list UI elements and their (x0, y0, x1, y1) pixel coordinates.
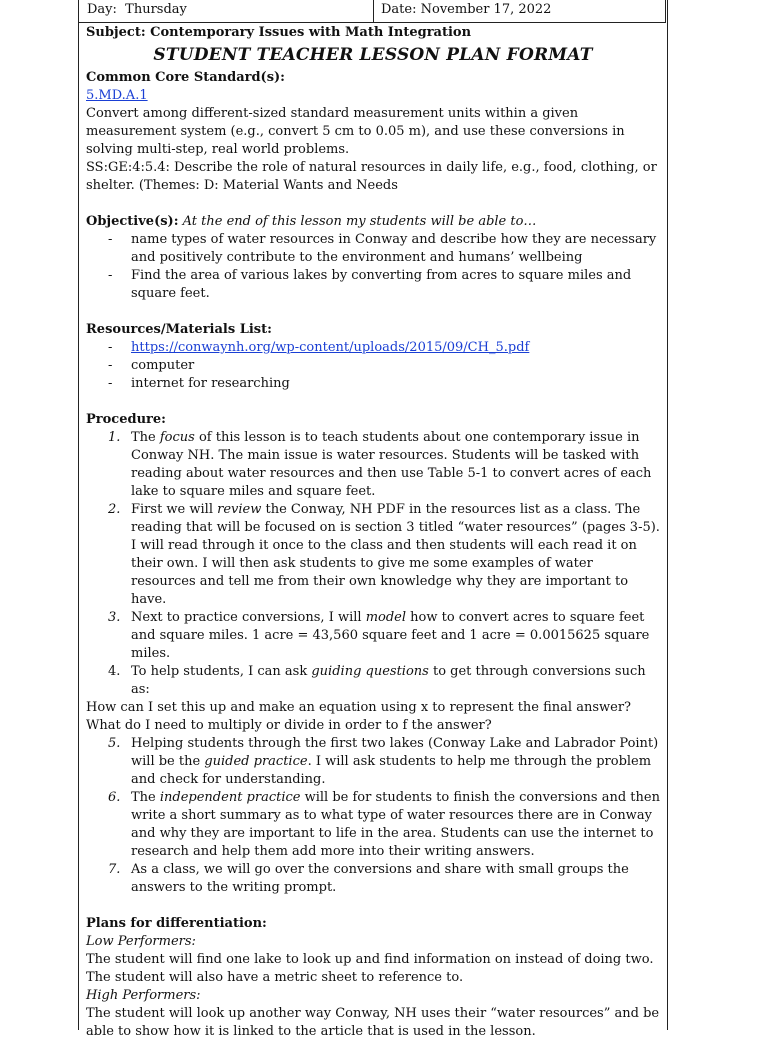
day-label: Day: (87, 2, 117, 17)
low-performers-text-2: The student will also have a metric sheet to reference to. (86, 970, 464, 985)
resource-pdf-link[interactable]: https://conwaynh.org/wp-content/uploads/2015/09/CH_5.pdf (131, 340, 530, 355)
objectives-list (86, 231, 660, 303)
high-performers-label: High Performers: (86, 988, 201, 1003)
procedure-step: 2. First we will review the Conway, NH PDF in the resources list as a class. The reading that will be focused on is section 3 titled “water resources” (pages 3-5). I will read through it once to the class and then students will each read it on their own. I will then ask students to give me some examples of water resources and tell me from their own knowledge why they are important to have. (108, 502, 660, 607)
list-item: - Find the area of various lakes by converting from acres to square miles and square feet. (86, 267, 660, 303)
day-value: Thursday (125, 2, 187, 17)
procedure-step: 3. Next to practice conversions, I will model how to convert acres to square feet and square miles. 1 acre = 43,560 square feet and 1 acre = 0.0015625 square miles. (108, 610, 650, 661)
lesson-plan-content (86, 24, 660, 1041)
resources-list (86, 339, 660, 393)
standard-link[interactable]: 5.MD.A.1 (86, 88, 148, 103)
low-performers-label: Low Performers: (86, 934, 196, 949)
procedure-heading: Procedure: (86, 412, 166, 427)
page-title: STUDENT TEACHER LESSON PLAN FORMAT (153, 45, 593, 65)
list-item (86, 339, 660, 357)
resources-heading: Resources/Materials List: (86, 322, 272, 337)
procedure-step: 6. The independent practice will be for students to finish the conversions and then write a short summary as to what type of water resources there are in Conway and why they are important to life in the area. Students can use the internet to research and help them add more into their writing answers. (108, 790, 660, 859)
day-cell (87, 1, 187, 19)
list-item: - name types of water resources in Conway and describe how they are necessary and positively contribute to the environment and humans’ wellbeing (86, 231, 660, 267)
subject-line: Subject: Contemporary Issues with Math Integration (86, 25, 472, 40)
header-divider (373, 0, 374, 23)
list-item: - internet for researching (86, 375, 660, 393)
objectives-intro (86, 213, 660, 231)
procedure-step: 5. Helping students through the first two lakes (Conway Lake and Labrador Point) will be the guided practice. I will ask students to help me through the problem and check for understanding. (108, 736, 659, 787)
standard-text-math: Convert among different-sized standard measurement units within a given measurement system (e.g., convert 5 cm to 0.05 m), and use these conversions in solving multi-step, real world problems. (86, 106, 625, 157)
objectives-heading: Objective(s): (86, 214, 179, 229)
procedure-step: 4. To help students, I can ask guiding questions to get through conversions such as: (108, 664, 646, 697)
standard-text-social-studies: SS:GE:4:5.4: Describe the role of natural resources in daily life, e.g., food, clothing, or shelter. (Themes: D: Material Wants and Needs (86, 160, 657, 193)
guiding-question: What do I need to multiply or divide in order to f the answer? (86, 718, 492, 733)
high-performers-text: The student will look up another way Conway, NH uses their “water resources” and be able to show how it is linked to the article that is used in the lesson. (86, 1006, 660, 1039)
date-value: November 17, 2022 (420, 2, 552, 17)
standards-heading: Common Core Standard(s): (86, 70, 285, 85)
list-item: - computer (86, 357, 660, 375)
objectives-intro-text: At the end of this lesson my students will be able to… (182, 214, 537, 229)
procedure-step: 7. As a class, we will go over the conversions and share with small groups the answers to the writing prompt. (108, 862, 629, 895)
procedure-step: 1. The focus of this lesson is to teach students about one contemporary issue in Conway NH. The main issue is water resources. Students will be tasked with reading about water resources and then use Table 5-1 to convert acres of each lake to square miles and square feet. (108, 430, 652, 499)
low-performers-text: The student will find one lake to look up and find information on instead of doing two. (86, 952, 654, 967)
guiding-question: How can I set this up and make an equation using x to represent the final answer? (86, 700, 632, 715)
date-label: Date: (381, 2, 417, 17)
differentiation-heading: Plans for differentiation: (86, 916, 267, 931)
date-cell (381, 1, 551, 19)
header-table (78, 0, 666, 23)
